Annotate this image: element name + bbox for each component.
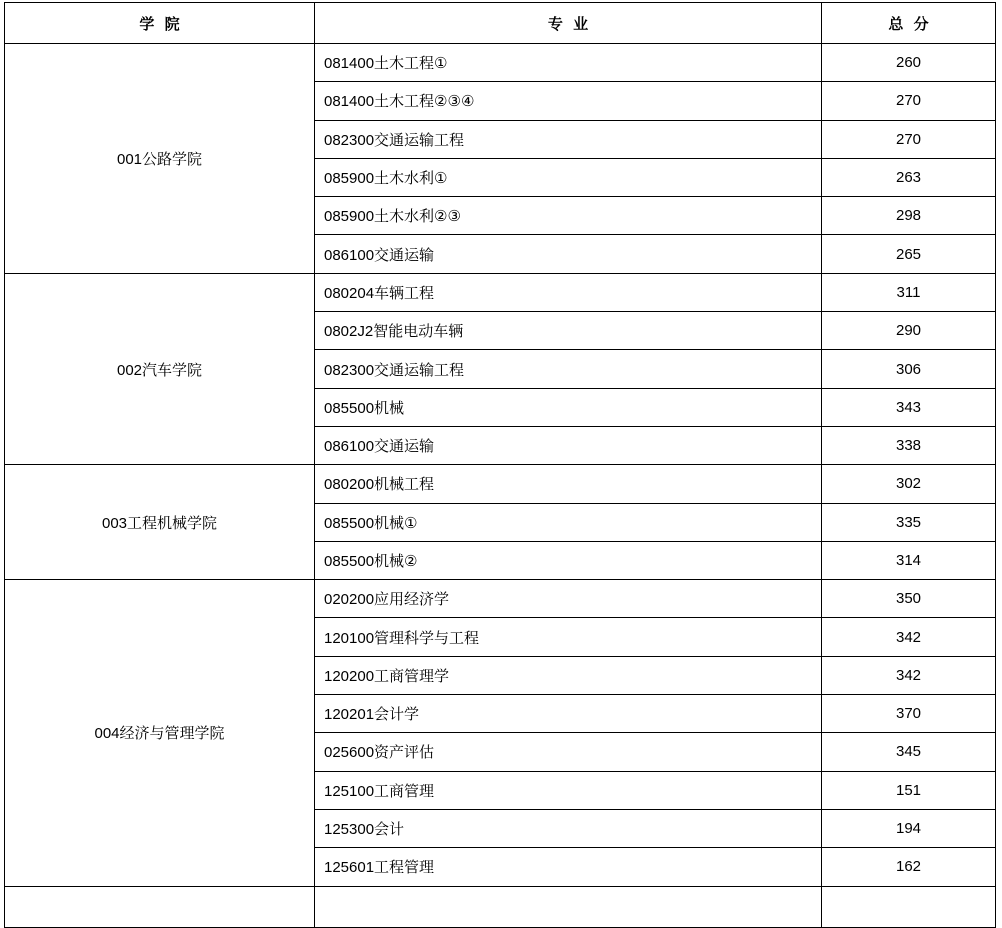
- score-cell: 298: [822, 197, 996, 235]
- major-cell: 0802J2智能电动车辆: [315, 312, 822, 350]
- major-cell: 125100工商管理: [315, 771, 822, 809]
- major-cell: 020200应用经济学: [315, 580, 822, 618]
- major-cell: 120100管理科学与工程: [315, 618, 822, 656]
- score-cell: [822, 886, 996, 927]
- score-cell: 151: [822, 771, 996, 809]
- score-cell: 338: [822, 426, 996, 464]
- score-cell: 306: [822, 350, 996, 388]
- major-cell: 085500机械①: [315, 503, 822, 541]
- admission-score-table: [4, 2, 996, 928]
- score-cell: 270: [822, 82, 996, 120]
- score-cell: 302: [822, 465, 996, 503]
- college-cell: [5, 886, 315, 927]
- partial-row: [5, 886, 996, 927]
- major-cell: 085500机械: [315, 388, 822, 426]
- score-cell: 342: [822, 656, 996, 694]
- score-cell: 194: [822, 809, 996, 847]
- score-cell: 265: [822, 235, 996, 273]
- score-cell: 290: [822, 312, 996, 350]
- score-cell: 263: [822, 158, 996, 196]
- major-cell: 080204车辆工程: [315, 273, 822, 311]
- major-cell: 086100交通运输: [315, 235, 822, 273]
- table-row: [5, 273, 996, 311]
- major-cell: 086100交通运输: [315, 426, 822, 464]
- major-cell: 080200机械工程: [315, 465, 822, 503]
- major-cell: 120201会计学: [315, 695, 822, 733]
- table-row: [5, 44, 996, 82]
- major-cell: 082300交通运输工程: [315, 120, 822, 158]
- major-cell: 085900土木水利②③: [315, 197, 822, 235]
- major-cell: 085900土木水利①: [315, 158, 822, 196]
- score-cell: 260: [822, 44, 996, 82]
- score-cell: 162: [822, 848, 996, 886]
- major-cell: 125300会计: [315, 809, 822, 847]
- major-cell: 081400土木工程①: [315, 44, 822, 82]
- major-column-header: 专 业: [315, 3, 822, 44]
- table-row: [5, 465, 996, 503]
- score-cell: 370: [822, 695, 996, 733]
- header-row: [5, 3, 996, 44]
- college-cell: 001公路学院: [5, 44, 315, 274]
- college-cell: 002汽车学院: [5, 273, 315, 464]
- score-cell: 343: [822, 388, 996, 426]
- major-cell: 125601工程管理: [315, 848, 822, 886]
- score-cell: 345: [822, 733, 996, 771]
- score-cell: 314: [822, 541, 996, 579]
- score-cell: 350: [822, 580, 996, 618]
- college-column-header: 学 院: [5, 3, 315, 44]
- major-cell: 085500机械②: [315, 541, 822, 579]
- college-cell: 004经济与管理学院: [5, 580, 315, 886]
- score-cell: 270: [822, 120, 996, 158]
- score-cell: 335: [822, 503, 996, 541]
- major-cell: [315, 886, 822, 927]
- major-cell: 025600资产评估: [315, 733, 822, 771]
- score-cell: 342: [822, 618, 996, 656]
- score-column-header: 总 分: [822, 3, 996, 44]
- major-cell: 120200工商管理学: [315, 656, 822, 694]
- major-cell: 082300交通运输工程: [315, 350, 822, 388]
- score-cell: 311: [822, 273, 996, 311]
- major-cell: 081400土木工程②③④: [315, 82, 822, 120]
- table-row: [5, 580, 996, 618]
- college-cell: 003工程机械学院: [5, 465, 315, 580]
